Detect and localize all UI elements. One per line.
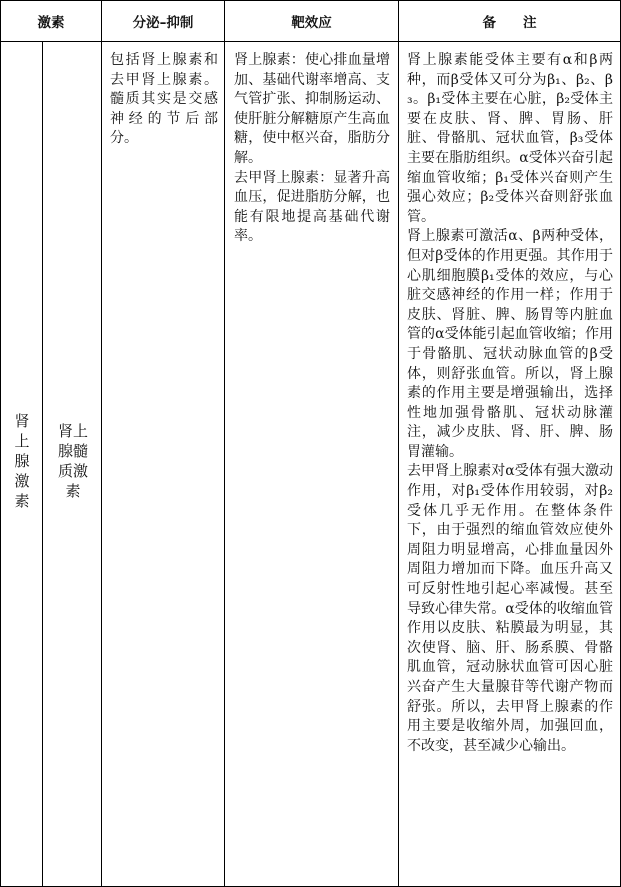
notes-receptors: 肾上腺素能受体主要有α和β两种，而β受体又可分为β₁、β₂、β₃。β₁受体主要在心脏，β₂受体主要在皮肤、肾、脾、胃肠、肝脏、骨骼肌、冠状血管，β₃受体主要在脂肪组织。α受体兴奋引起缩血管收缩；β₁受体兴奋则产生强心效应；β₂受体兴奋则舒张血管。 [407,52,613,225]
target-norepinephrine: 去甲肾上腺素：显著升高血压，促进脂肪分解，也能有限地提高基础代谢率。 [234,169,390,245]
subcategory-divider [42,41,43,887]
header-bottom-border [0,41,621,42]
secretion-text: 包括肾上腺素和去甲肾上腺素。髓质其实是交感神经的节后部分。 [110,52,218,147]
table-left-border [0,0,1,887]
notes-text [407,51,613,756]
target-effect-text [234,51,390,247]
target-column-divider [398,0,399,887]
table-top-border [0,0,621,1]
header-notes: 备 注 [482,15,537,31]
hormone-column-divider [101,0,102,887]
target-epinephrine: 肾上腺素：使心排血量增加、基础代谢率增高、支气管扩张、抑制肠运动、使肝脏分解糖原产生高血糖，使中枢兴奋，脂肪分解。 [234,52,390,166]
subcategory-label: 肾上腺髓质激素 [57,422,88,500]
header-target: 靶效应 [291,15,332,31]
header-secretion: 分泌–抑制 [132,15,194,31]
header-hormone: 激素 [37,15,65,31]
notes-epinephrine: 肾上腺素可激活α、β两种受体，但对β受体的作用更强。其作用于心肌细胞膜β₁受体的效应，与心脏交感神经的作用一样；作用于皮肤、肾脏、脾、肠胃等内脏血管的α受体能引起血管收缩；作用于骨骼肌、冠状动脉血管的β受体，则舒张血管。所以，肾上腺素的作用主要是增强输出，选择性地加强骨骼肌、冠状动脉灌注，减少皮肤、肾、肝、脾、肠胃灌输。 [407,228,613,460]
category-label: 肾上腺激素 [14,412,30,510]
notes-norepinephrine: 去甲肾上腺素对α受体有强大激动作用，对β₁受体作用较弱，对β₂受体几乎无作用。在整体条件下，由于强烈的缩血管效应使外周阻力明显增高，心排血量因外周阻力增加而下降。血压升高又可反射性地引起心率减慢。甚至导致心律失常。α受体的收缩血管作用以皮肤、粘膜最为明显，其次使肾、脑、肝、肠系膜、骨骼肌血管，冠动脉状血管可因心脏兴奋产生大量腺苷等代谢产物而舒张。所以，去甲肾上腺素的作用主要是收缩外周，加强回血，不改变，甚至减少心输出。 [407,463,613,754]
secretion-column-divider [224,0,225,887]
